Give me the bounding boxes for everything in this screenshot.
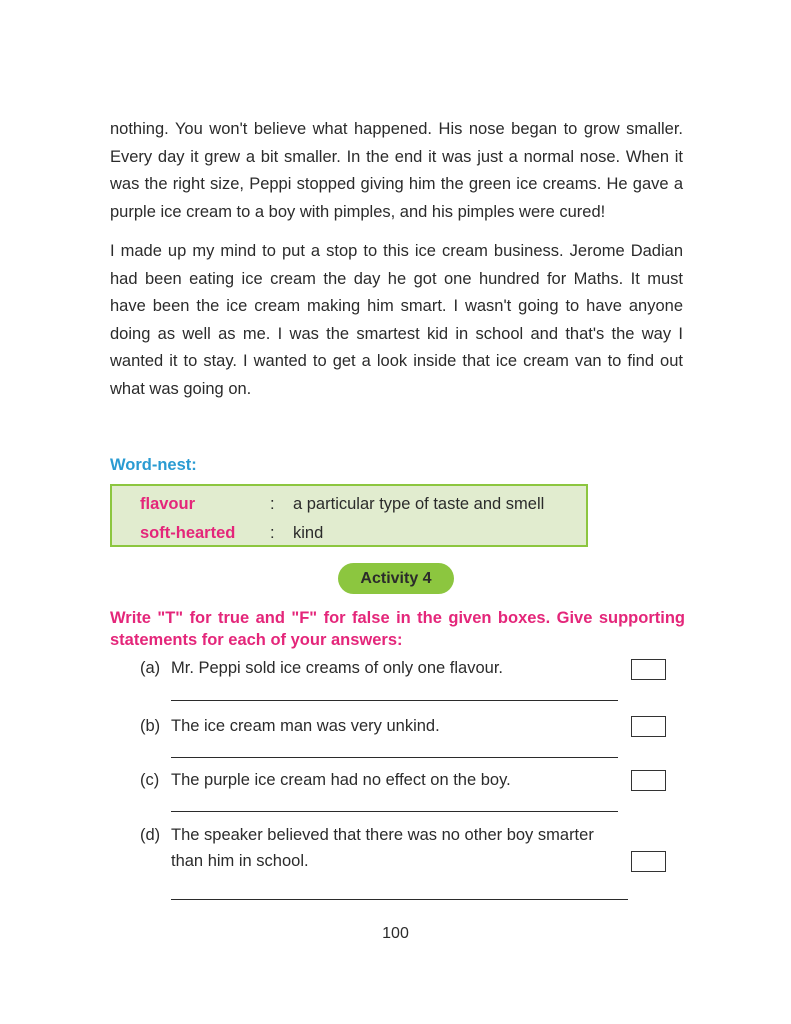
- page-number: 100: [382, 925, 409, 942]
- answer-box-c[interactable]: [631, 770, 666, 791]
- question-text: The purple ice cream had no effect on the boy.: [171, 771, 511, 789]
- question-label: (c): [140, 771, 160, 789]
- word-nest-colon: :: [270, 524, 275, 542]
- answer-box-a[interactable]: [631, 659, 666, 680]
- word-nest-heading: Word-nest:: [110, 456, 197, 474]
- answer-line-b[interactable]: [171, 757, 618, 758]
- activity-badge: Activity 4: [338, 563, 454, 594]
- question-text: Mr. Peppi sold ice creams of only one flavour.: [171, 659, 503, 677]
- answer-line-c[interactable]: [171, 811, 618, 812]
- question-label: (b): [140, 717, 161, 735]
- word-nest-definition: kind: [293, 524, 324, 542]
- word-nest-colon: :: [270, 495, 275, 513]
- question-text: The speaker believed that there was no other boy smarter than him in school.: [171, 826, 594, 870]
- word-nest-entry: [112, 520, 586, 546]
- body-paragraph: nothing. You won't believe what happened. His nose began to grow smaller. Every day it grew a bit smaller. In the end it was just a normal nose. When it was the right size, Peppi stopped giving him the green ice creams. He gave a purple ice cream to a boy with pimples, and his pimples were cured!: [110, 120, 683, 221]
- answer-line-a[interactable]: [171, 700, 618, 701]
- activity-instruction: Write "T" for true and "F" for false in the given boxes. Give supporting statements for each of your answers:: [110, 609, 685, 649]
- question-text: The ice cream man was very unkind.: [171, 717, 440, 735]
- answer-box-b[interactable]: [631, 716, 666, 737]
- question-label: (d): [140, 826, 161, 844]
- question-label: (a): [140, 659, 161, 677]
- body-paragraph: I made up my mind to put a stop to this ice cream business. Jerome Dadian had been eating ice cream the day he got one hundred for Maths. It must have been the ice cream making him smart. I wasn't going to have anyone doing as well as me. I was the smartest kid in school and that's the way I wanted it to stay. I wanted to get a look inside that ice cream van to find out what was going on.: [110, 242, 683, 398]
- word-nest-word: flavour: [140, 495, 196, 513]
- word-nest-definition: a particular type of taste and smell: [293, 495, 545, 513]
- word-nest-entry: [112, 491, 586, 517]
- answer-box-d[interactable]: [631, 851, 666, 872]
- word-nest-box: [110, 484, 588, 547]
- answer-line-d[interactable]: [171, 899, 628, 900]
- word-nest-word: soft-hearted: [140, 524, 236, 542]
